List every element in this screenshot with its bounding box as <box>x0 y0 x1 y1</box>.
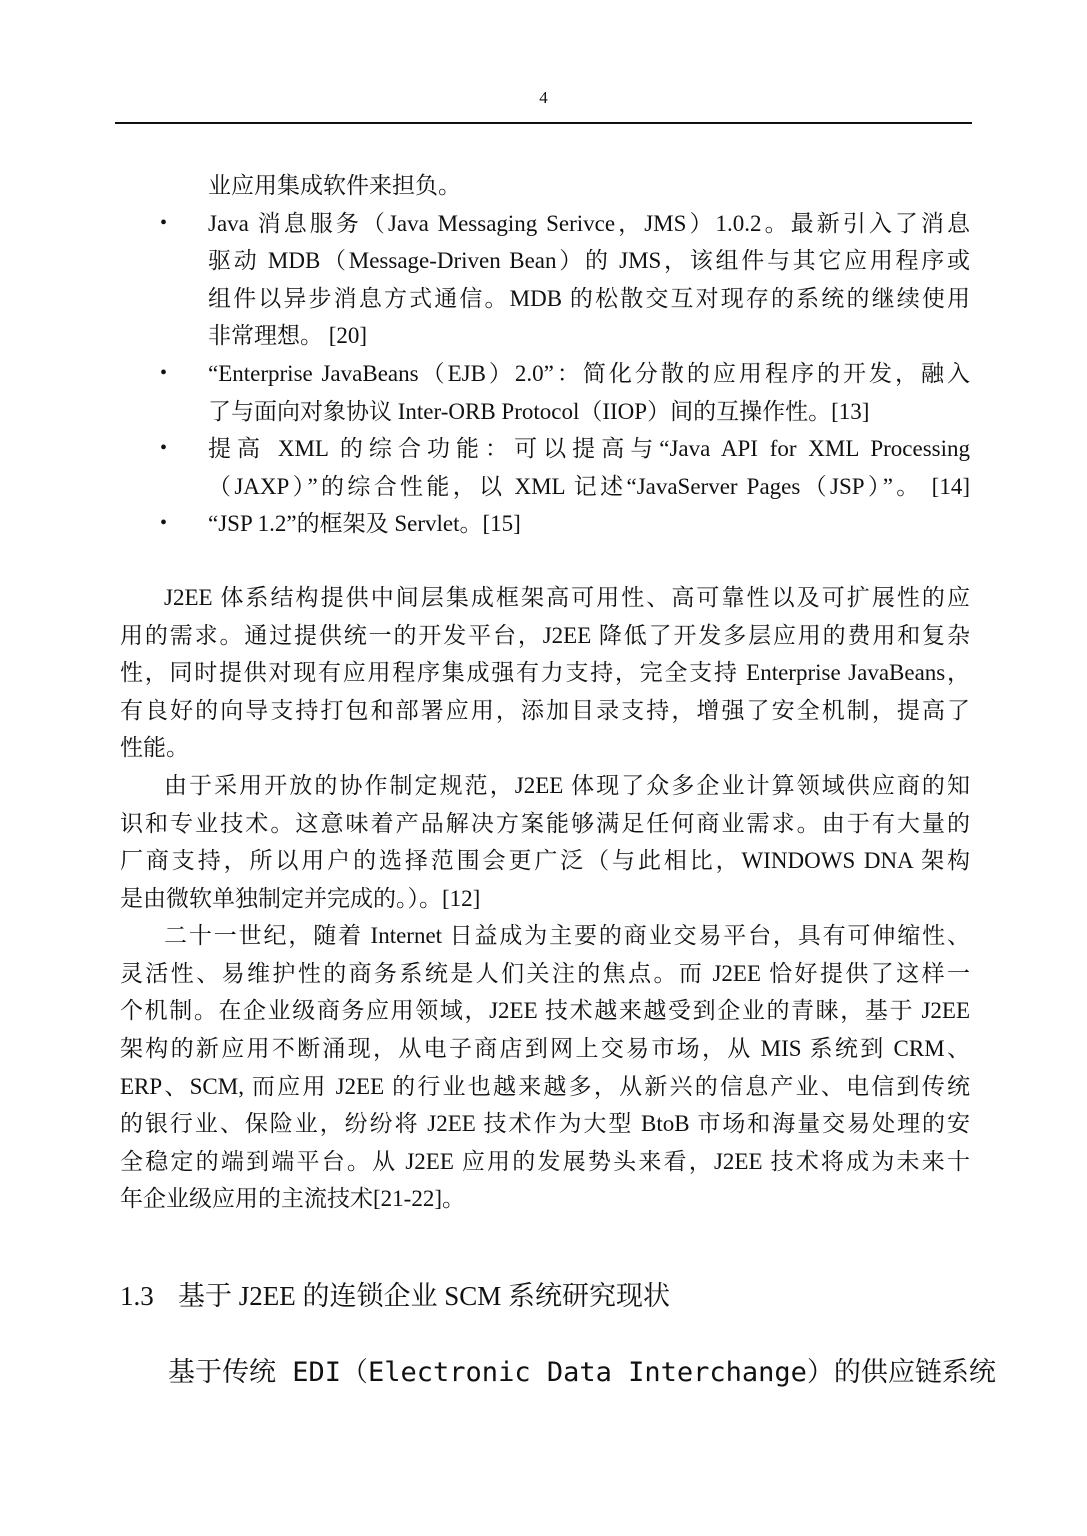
body-content <box>120 167 970 1218</box>
paragraph-line: 的银行业、保险业，纷纷将 J2EE 技术作为大型 BtoB 市场和海量交易处理的安 <box>120 1111 970 1137</box>
bullet-line: “Enterprise JavaBeans（EJB）2.0”：简化分散的应用程序的开发，融入 <box>208 360 970 386</box>
paragraph-line: 年企业级应用的主流技术[21-22]。 <box>120 1186 465 1212</box>
continuation-line: 业应用集成软件来担负。 <box>208 173 461 198</box>
bullet-icon: • <box>160 512 168 535</box>
paragraph-line: J2EE 体系结构提供中间层集成框架高可用性、高可靠性以及可扩展性的应 <box>164 584 970 610</box>
paragraph-line: 识和专业技术。这意味着产品解决方案能够满足任何商业需求。由于有大量的 <box>120 810 970 836</box>
bullet-icon: • <box>160 361 168 384</box>
section-number: 1.3 <box>120 1281 154 1311</box>
paragraph-line: 厂商支持，所以用户的选择范围会更广泛（与此相比，WINDOWS DNA 架构 <box>120 848 970 874</box>
bullet-line: 了与面向对象协议 Inter-ORB Protocol（IIOP）间的互操作性。[13] <box>208 398 870 424</box>
section-heading <box>120 1274 670 1313</box>
bullet-icon: • <box>160 211 168 234</box>
paragraph-line: ERP、SCM, 而应用 J2EE 的行业也越来越多，从新兴的信息产业、电信到传统 <box>120 1073 970 1099</box>
bullet-list <box>120 205 970 543</box>
paragraph <box>120 767 970 917</box>
section-title: 基于 J2EE 的连锁企业 SCM 系统研究现状 <box>178 1281 671 1311</box>
bullet-item <box>120 205 970 355</box>
bullet-line: （JAXP）”的综合性能，以 XML 记述“JavaServer Pages（JSP）”。 [14] <box>208 473 970 499</box>
paragraph <box>120 917 970 1218</box>
bullet-line: Java 消息服务（Java Messaging Serivce，JMS）1.0.2。最新引入了消息 <box>208 210 970 236</box>
paragraph-line: 是由微软单独制定并完成的。）。[12] <box>120 885 481 911</box>
page-number: 4 <box>539 88 548 107</box>
bullet-line: 提高 XML 的综合功能：可以提高与“Java API for XML Processing <box>208 436 970 462</box>
bullet-line: 组件以异步消息方式通信。MDB 的松散交互对现存的系统的继续使用 <box>208 285 970 311</box>
paragraph-line: 灵活性、易维护性的商务系统是人们关注的焦点。而 J2EE 恰好提供了这样一 <box>120 960 970 986</box>
paragraph-line: 性能。 <box>120 735 189 761</box>
paragraph-line: 用的需求。通过提供统一的开发平台，J2EE 降低了开发多层应用的费用和复杂 <box>120 622 970 648</box>
paragraph-line: 性，同时提供对现有应用程序集成强有力支持，完全支持 Enterprise JavaBeans， <box>120 660 970 686</box>
bullet-line: “JSP 1.2”的框架及 Servlet。[15] <box>208 511 521 537</box>
subsection-heading: 基于传统 EDI（Electronic Data Interchange）的供应链系统 <box>168 1357 996 1388</box>
bullet-item <box>120 505 970 543</box>
paragraph-line: 架构的新应用不断涌现，从电子商店到网上交易市场，从 MIS 系统到 CRM、 <box>120 1036 970 1062</box>
paragraph-spacer <box>120 543 970 579</box>
paragraph-line: 二十一世纪，随着 Internet 日益成为主要的商业交易平台，具有可伸缩性、 <box>164 923 970 949</box>
bullet-item <box>120 355 970 430</box>
bullet-line: 驱动 MDB（Message-Driven Bean）的 JMS，该组件与其它应用程序或 <box>208 248 970 274</box>
header-rule <box>115 122 972 124</box>
paragraph <box>120 579 970 767</box>
bullet-icon: • <box>160 437 168 460</box>
paragraph-line: 有良好的向导支持打包和部署应用，添加目录支持，增强了安全机制，提高了 <box>120 697 970 723</box>
bullet-item <box>120 430 970 505</box>
paragraph-line: 由于采用开放的协作制定规范，J2EE 体现了众多企业计算领域供应商的知 <box>164 772 970 798</box>
paragraph-line: 全稳定的端到端平台。从 J2EE 应用的发展势头来看，J2EE 技术将成为未来十 <box>120 1148 970 1174</box>
bullet-line: 非常理想。 [20] <box>208 323 368 349</box>
paragraph-line: 个机制。在企业级商务应用领域，J2EE 技术越来越受到企业的青睐，基于 J2EE <box>120 998 970 1024</box>
